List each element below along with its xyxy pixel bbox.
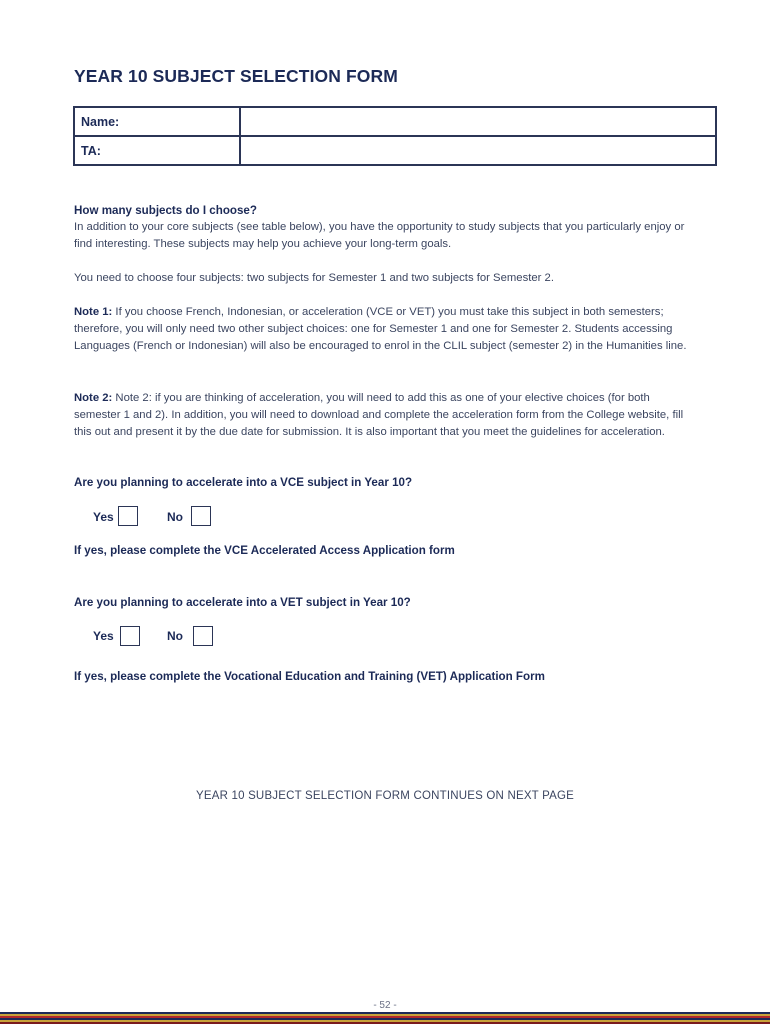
vet-no-checkbox[interactable] <box>193 626 213 646</box>
vet-yes-label: Yes <box>93 629 114 643</box>
vet-followup: If yes, please complete the Vocational Education and Training (VET) Application Form <box>74 670 545 683</box>
note-1-text: If you choose French, Indonesian, or acceleration (VCE or VET) you must take this subject in both semesters; therefore, you will only need two other subject choices: one for Semester 1 and one for Semester 2. Students accessing Languages (French or Indonesian) will also be encouraged to enrol in the CLIL subject (semester 2) in the Humanities line. <box>74 306 687 353</box>
note-1 <box>74 304 699 356</box>
note-1-label: Note 1: <box>74 306 113 318</box>
vce-no-label: No <box>167 510 183 524</box>
student-details-table <box>73 106 717 166</box>
intro-heading: How many subjects do I choose? <box>74 204 257 217</box>
semester-requirement: You need to choose four subjects: two subjects for Semester 1 and two subjects for Semester 2. <box>74 272 554 284</box>
name-field[interactable] <box>240 107 716 136</box>
intro-paragraph: In addition to your core subjects (see table below), you have the opportunity to study subjects that you particularly enjoy or find interesting. These subjects may help you achieve your long-term goals. <box>74 221 685 251</box>
note-2-text: Note 2: if you are thinking of acceleration, you will need to add this as one of your elective choices (for both semester 1 and 2). In addition, you will need to download and complete the acceleration form from the College website, fill this out and present it by the due date for submission. It is also important that you meet the guidelines for acceleration. <box>74 392 684 439</box>
vce-no-checkbox[interactable] <box>191 506 211 526</box>
vce-yes-checkbox[interactable] <box>118 506 138 526</box>
vet-yes-checkbox[interactable] <box>120 626 140 646</box>
vce-yes-label: Yes <box>93 510 114 524</box>
vet-question: Are you planning to accelerate into a VET subject in Year 10? <box>74 596 411 609</box>
page-number: - 52 - <box>373 1000 397 1011</box>
continues-notice: YEAR 10 SUBJECT SELECTION FORM CONTINUES ON NEXT PAGE <box>195 790 575 802</box>
ta-row <box>74 136 716 165</box>
note-2-label: Note 2: <box>74 392 113 404</box>
name-row <box>74 107 716 136</box>
form-title: YEAR 10 SUBJECT SELECTION FORM <box>74 66 398 86</box>
vce-followup: If yes, please complete the VCE Accelerated Access Application form <box>74 544 455 557</box>
footer-stripes <box>0 1012 770 1024</box>
name-label: Name: <box>74 107 240 136</box>
ta-label: TA: <box>74 136 240 165</box>
vce-question: Are you planning to accelerate into a VCE subject in Year 10? <box>74 476 413 489</box>
intro-section <box>74 202 699 254</box>
note-2 <box>74 390 699 442</box>
vet-no-label: No <box>167 629 183 643</box>
ta-field[interactable] <box>240 136 716 165</box>
